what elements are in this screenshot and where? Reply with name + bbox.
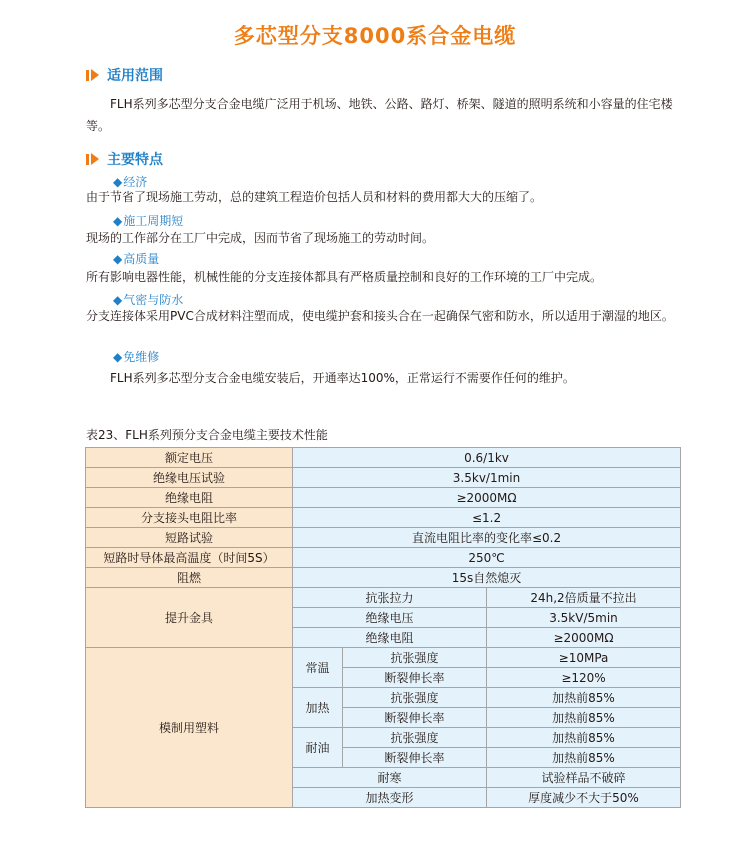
row-value: ≥120% bbox=[487, 668, 681, 688]
row-name: 额定电压 bbox=[86, 448, 293, 468]
row-item: 耐寒 bbox=[293, 768, 487, 788]
row-item: 抗张强度 bbox=[343, 688, 487, 708]
row-value: 250℃ bbox=[293, 548, 681, 568]
feature-text: 分支连接体采用PVC合成材料注塑而成，使电缆护套和接头合在一起确保气密和防水，所以适用于潮湿的地区。 bbox=[86, 309, 674, 323]
group-name-lifting: 提升金具 bbox=[86, 588, 293, 648]
row-item: 断裂伸长率 bbox=[343, 668, 487, 688]
feature-label: ◆施工周期短 bbox=[113, 214, 184, 228]
condition-label: 加热 bbox=[293, 688, 343, 728]
arrow-marker-icon bbox=[86, 69, 99, 81]
section-heading: 适用范围 bbox=[107, 68, 163, 84]
diamond-bullet-icon: ◆ bbox=[113, 175, 123, 189]
section-header-features bbox=[86, 149, 163, 169]
row-name: 分支接头电阻比率 bbox=[86, 508, 293, 528]
row-value: 试验样品不破碎 bbox=[487, 768, 681, 788]
row-value: 厚度减少不大于50% bbox=[487, 788, 681, 808]
row-item: 抗张拉力 bbox=[293, 588, 487, 608]
row-value: 直流电阻比率的变化率≤0.2 bbox=[293, 528, 681, 548]
row-value: 15s自然熄灭 bbox=[293, 568, 681, 588]
row-value: 0.6/1kv bbox=[293, 448, 681, 468]
diamond-bullet-icon: ◆ bbox=[113, 350, 123, 364]
condition-label: 常温 bbox=[293, 648, 343, 688]
row-value: ≥2000MΩ bbox=[487, 628, 681, 648]
row-name: 短路试验 bbox=[86, 528, 293, 548]
row-name: 阻燃 bbox=[86, 568, 293, 588]
table-row bbox=[86, 488, 681, 508]
spec-table bbox=[85, 447, 681, 808]
feature-text: 现场的工作部分在工厂中完成，因而节省了现场施工的劳动时间。 bbox=[86, 231, 435, 245]
row-item: 绝缘电压 bbox=[293, 608, 487, 628]
row-value: 加热前85% bbox=[487, 728, 681, 748]
arrow-marker-icon bbox=[86, 153, 99, 165]
feature-label: ◆高质量 bbox=[113, 252, 160, 266]
diamond-bullet-icon: ◆ bbox=[113, 214, 123, 228]
feature-text: 由于节省了现场施工劳动，总的建筑工程造价包括人员和材料的费用都大大的压缩了。 bbox=[86, 190, 543, 204]
section-header-scope bbox=[86, 65, 163, 85]
row-name: 绝缘电压试验 bbox=[86, 468, 293, 488]
table-caption: 表23、FLH系列预分支合金电缆主要技术性能 bbox=[86, 428, 328, 442]
row-value: 加热前85% bbox=[487, 748, 681, 768]
feature-text: 所有影响电器性能，机械性能的分支连接体都具有严格质量控制和良好的工作环境的工厂中完成。 bbox=[86, 270, 603, 284]
row-item: 断裂伸长率 bbox=[343, 748, 487, 768]
feature-label: ◆免维修 bbox=[113, 350, 160, 364]
row-item: 断裂伸长率 bbox=[343, 708, 487, 728]
table-row bbox=[86, 448, 681, 468]
table-row bbox=[86, 548, 681, 568]
group-name-molding: 模制用塑料 bbox=[86, 648, 293, 808]
table-row bbox=[86, 468, 681, 488]
row-value: ≤1.2 bbox=[293, 508, 681, 528]
table-row bbox=[86, 568, 681, 588]
row-value: 3.5kv/1min bbox=[293, 468, 681, 488]
scope-paragraph: FLH系列多芯型分支合金电缆广泛用于机场、地铁、公路、路灯、桥架、隧道的照明系统和小容量的住宅楼等。 bbox=[86, 97, 673, 133]
feature-text: FLH系列多芯型分支合金电缆安装后，开通率达100%，正常运行不需要作任何的维护。 bbox=[110, 371, 575, 385]
table-row bbox=[86, 508, 681, 528]
row-value: 加热前85% bbox=[487, 688, 681, 708]
row-value: ≥10MPa bbox=[487, 648, 681, 668]
feature-label: ◆经济 bbox=[113, 175, 148, 189]
condition-label: 耐油 bbox=[293, 728, 343, 768]
table-row bbox=[86, 588, 681, 608]
row-item: 抗张强度 bbox=[343, 728, 487, 748]
feature-label: ◆气密与防水 bbox=[113, 293, 184, 307]
diamond-bullet-icon: ◆ bbox=[113, 293, 123, 307]
diamond-bullet-icon: ◆ bbox=[113, 252, 123, 266]
row-name: 绝缘电阻 bbox=[86, 488, 293, 508]
row-name: 短路时导体最高温度（时间5S） bbox=[86, 548, 293, 568]
page-title: 多芯型分支8000系合金电缆 bbox=[233, 24, 517, 48]
row-value: 3.5kV/5min bbox=[487, 608, 681, 628]
table-row bbox=[86, 648, 681, 668]
section-heading: 主要特点 bbox=[107, 152, 163, 168]
row-item: 绝缘电阻 bbox=[293, 628, 487, 648]
row-value: 加热前85% bbox=[487, 708, 681, 728]
table-row bbox=[86, 528, 681, 548]
row-value: ≥2000MΩ bbox=[293, 488, 681, 508]
row-value: 24h,2倍质量不拉出 bbox=[487, 588, 681, 608]
row-item: 加热变形 bbox=[293, 788, 487, 808]
row-item: 抗张强度 bbox=[343, 648, 487, 668]
